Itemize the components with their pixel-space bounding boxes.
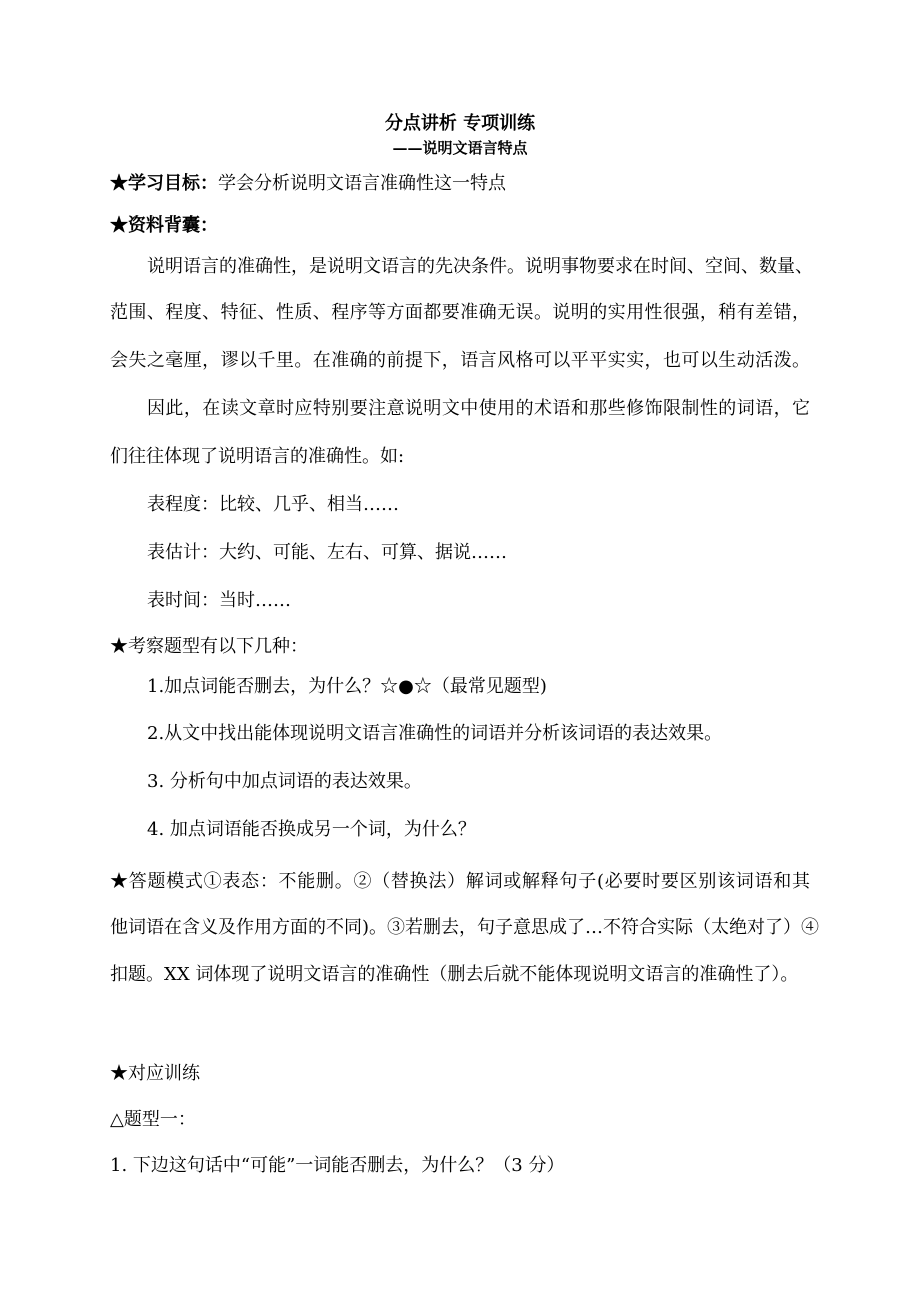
learning-goal-label: ★学习目标：	[110, 173, 218, 194]
paragraph-line: 因此，在读文章时应特别要注意说明文中使用的术语和那些修饰限制性的词语，它	[147, 398, 810, 419]
practice-heading: ★对应训练	[110, 1063, 200, 1084]
background-heading: ★资料背囊：	[110, 215, 218, 236]
learning-goal-text: 学会分析说明文语言准确性这一特点	[218, 173, 506, 194]
example-time: 表时间：当时……	[147, 590, 291, 611]
question-types-heading: ★考察题型有以下几种：	[110, 636, 308, 657]
paragraph-line: 会失之毫厘，谬以千里。在准确的前提下，语言风格可以平平实实，也可以生动活泼。	[110, 350, 810, 371]
paragraph-line: 们往往体现了说明语言的准确性。如:	[110, 446, 405, 467]
question-type-item: 3. 分析句中加点词语的表达效果。	[147, 771, 422, 792]
page-title: 分点讲析 专项训练	[384, 113, 536, 134]
question-type-item: 1.加点词能否删去，为什么？☆●☆（最常见题型)	[147, 676, 547, 697]
example-degree: 表程度：比较、几乎、相当……	[147, 494, 399, 515]
example-estimate: 表估计：大约、可能、左右、可算、据说……	[147, 542, 507, 563]
learning-goal	[110, 172, 506, 196]
page-subtitle: ——说明文语言特点	[392, 139, 528, 157]
answer-mode-line: ★答题模式①表态：不能删。②（替换法）解词或解释句子(必要时要区别该词语和其	[110, 871, 810, 892]
question-type-item: 2.从文中找出能体现说明文语言准确性的词语并分析该词语的表达效果。	[147, 723, 723, 744]
answer-mode-line: 他词语在含义及作用方面的不同)。③若删去，句子意思成了…不符合实际（太绝对了）④	[110, 917, 820, 938]
question-type-one: △题型一：	[110, 1109, 196, 1130]
question-one: 1. 下边这句话中“可能”一词能否删去，为什么？（3 分）	[110, 1155, 565, 1176]
answer-mode-line: 扣题。XX 词体现了说明文语言的准确性（删去后就不能体现说明文语言的准确性了）。	[110, 964, 799, 985]
question-type-item: 4. 加点词语能否换成另一个词，为什么？	[147, 819, 476, 840]
paragraph-line: 范围、程度、特征、性质、程序等方面都要准确无误。说明的实用性很强，稍有差错，	[110, 302, 810, 323]
paragraph-line: 说明语言的准确性，是说明文语言的先决条件。说明事物要求在时间、空间、数量、	[147, 256, 813, 277]
